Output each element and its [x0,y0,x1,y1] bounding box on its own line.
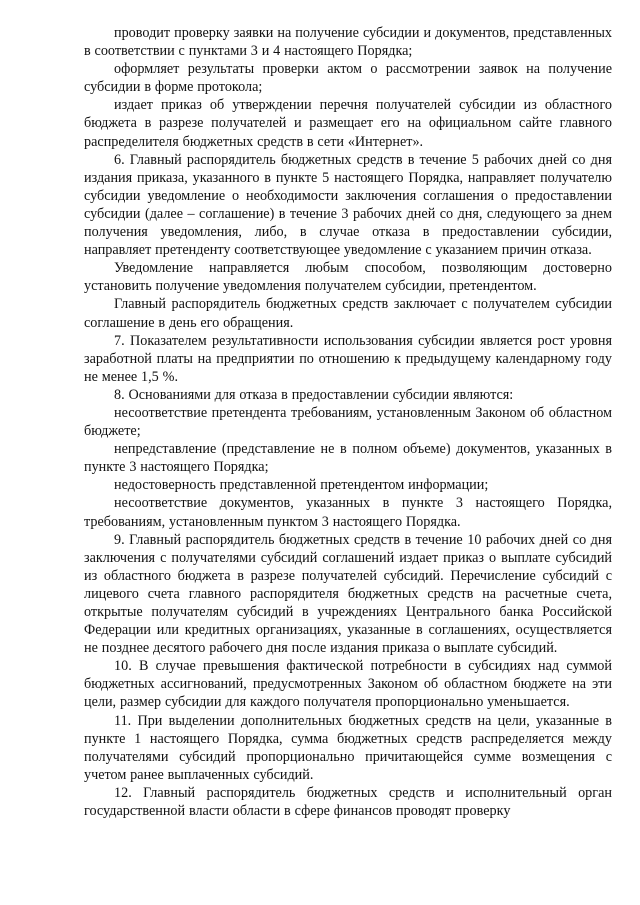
paragraph-item-6: 6. Главный распорядитель бюджетных средств в течение 5 рабочих дней со дня издания приказа, указанного в пункте 5 настоящего Порядка, направляет получателю субсидии уведомление о необходимости заключения соглашения о предоставлении субсидии (далее – соглашение) в течение 3 рабочих дней со дня, следующего за днем получения уведомления, либо, в случае отказа в предоставлении субсидии, направляет претенденту соответствующее уведомление с указанием причин отказа. [84,151,612,259]
paragraph-item-7: 7. Показателем результативности использования субсидии является рост уровня заработной платы на предприятии по отношению к предыдущему календарному году не менее 1,5 %. [84,332,612,385]
paragraph-item-11: 11. При выделении дополнительных бюджетных средств на цели, указанные в пункте 1 настоящего Порядка, сумма бюджетных средств распределяется между получателями субсидий пропорционально причитающейся сумме возмещения с учетом ранее выплаченных субсидий. [84,712,612,783]
paragraph-item-9: 9. Главный распорядитель бюджетных средств в течение 10 рабочих дней со дня заключения с получателями субсидий соглашений издает приказ о выплате субсидий из областного бюджета в разрезе получателей субсидий. Перечисление субсидий с лицевого счета главного распорядителя бюджетных средств на расчетные счета, открытые получателям субсидий в учреждениях Центрального банка Российской Федерации или кредитных организациях, указанные в соглашениях, осуществляется не позднее десятого рабочего дня после издания приказа о выплате субсидий. [84,531,612,657]
paragraph: несоответствие претендента требованиям, установленным Законом об областном бюджете; [84,404,612,440]
paragraph: несоответствие документов, указанных в пункте 3 настоящего Порядка, требованиям, установленным пунктом 3 настоящего Порядка. [84,495,612,530]
paragraph-item-10: 10. В случае превышения фактической потребности в субсидиях над суммой бюджетных ассигнований, предусмотренных Законом об областном бюджете на эти цели, размер субсидии для каждого получателя пропорционально уменьшается. [84,658,612,711]
paragraph: непредставление (представление не в полном объеме) документов, указанных в пункте 3 настоящего Порядка; [84,441,612,476]
paragraph: Уведомление направляется любым способом, позволяющим достоверно установить получение уведомления получателем субсидии, претендентом. [84,260,612,295]
paragraph: Главный распорядитель бюджетных средств заключает с получателем субсидии соглашение в день его обращения. [84,296,612,331]
paragraph: издает приказ об утверждении перечня получателей субсидии из областного бюджета в разрезе получателей и размещает его на официальном сайте главного распределителя бюджетных средств в сети «Интернет». [84,97,612,150]
paragraph-item-12: 12. Главный распорядитель бюджетных средств и исполнительный орган государственной власти области в сфере финансов проводят проверку [84,784,612,820]
paragraph: недостоверность представленной претендентом информации; [114,477,489,494]
paragraph: оформляет результаты проверки актом о рассмотрении заявок на получение субсидии в форме протокола; [84,61,612,96]
paragraph-item-8: 8. Основаниями для отказа в предоставлении субсидии являются: [114,386,514,403]
paragraph: проводит проверку заявки на получение субсидии и документов, представленных в соответствии с пунктами 3 и 4 настоящего Порядка; [84,25,612,60]
